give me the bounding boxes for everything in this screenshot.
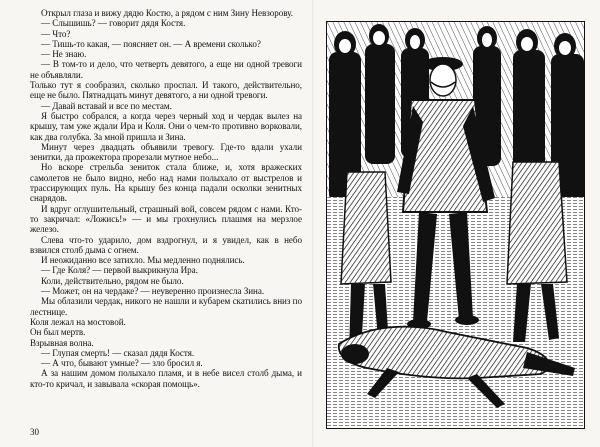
paragraph: — Не знаю. xyxy=(41,49,87,60)
paragraph: Слева что-то ударило, дом вздрогнул, и я увидел, как в небо взвился столб дыма с огнем. xyxy=(30,234,302,255)
paragraph: Он был мертв. xyxy=(30,327,86,338)
illustration-crowd-over-fallen-body xyxy=(326,21,585,429)
paragraph: Минут через двадцать объявили тревогу. Где-то вдали ухали зенитки, да прожектора прорезали мутное небо... xyxy=(30,141,302,163)
paragraph: — Глупая смерть! — сказал дядя Костя. xyxy=(41,347,195,358)
paragraph: Мы облазили чердак, никого не нашли и кубарем скатились вниз по лестнице. xyxy=(30,296,302,317)
paragraph: — А что, бывают умные? — зло бросил я. xyxy=(41,358,203,369)
text-column xyxy=(30,8,302,426)
paragraph: Но вскоре стрельба зениток стала ближе, и, хотя вражеских самолетов не было видно, небо над нами полыхало от выстрелов и трассирующих пуль. На крышу без конца падали осколки зенитных снарядов. xyxy=(30,162,302,204)
paragraph: Только тут я сообразил, сколько проспал. И такого, действительно, еще не было. Пятнадцать минут девятого, а ни одной тревоги. xyxy=(30,80,302,101)
paragraph: Коли, действительно, рядом не было. xyxy=(41,275,184,286)
paragraph: Я быстро собрался, а когда через черный ход и чердак вылез на крышу, там уже ждали Ира и Коля. Они о чем-то противно ворковали, как два голубка. За мной пришла и Зина. xyxy=(30,110,302,142)
paragraph: — Что? xyxy=(41,28,71,39)
paragraph: — Может, он на чердаке? — неуверенно произнесла Зина. xyxy=(41,286,265,297)
paragraph: Открыл глаза и вижу дядю Костю, а рядом с ним Зину Невзорову. xyxy=(41,8,293,18)
paragraph: — Слышишь? — говорит дядя Костя. xyxy=(41,18,186,29)
paragraph: Коля лежал на мостовой. xyxy=(30,316,126,327)
book-gutter xyxy=(312,0,314,447)
page-number: 30 xyxy=(30,427,39,437)
paragraph: — Давай вставай и все по местам. xyxy=(41,100,172,111)
paragraph: И вдруг оглушительный, страшный вой, совсем рядом с нами. Кто-то закричал: «Ложись!» — и мы грохнулись плашмя на мерзлое железо. xyxy=(30,203,302,235)
paragraph: И неожиданно все затихло. Мы медленно поднялись. xyxy=(41,255,245,266)
paragraph: — Тишь-то какая, — поясняет он. — А времени сколько? xyxy=(41,38,261,49)
paragraph: — Где Коля? — первой выкрикнула Ира. xyxy=(41,265,198,276)
paragraph: Взрывная волна. xyxy=(30,337,94,348)
paragraph: — В том-то и дело, что четверть девятого, а еще ни одной тревоги не объявляли. xyxy=(30,59,302,80)
paragraph: А за нашим домом полыхало пламя, и в небе висел столб дыма, и кто-то кричал, и завывала «скорая помощь». xyxy=(30,368,302,389)
